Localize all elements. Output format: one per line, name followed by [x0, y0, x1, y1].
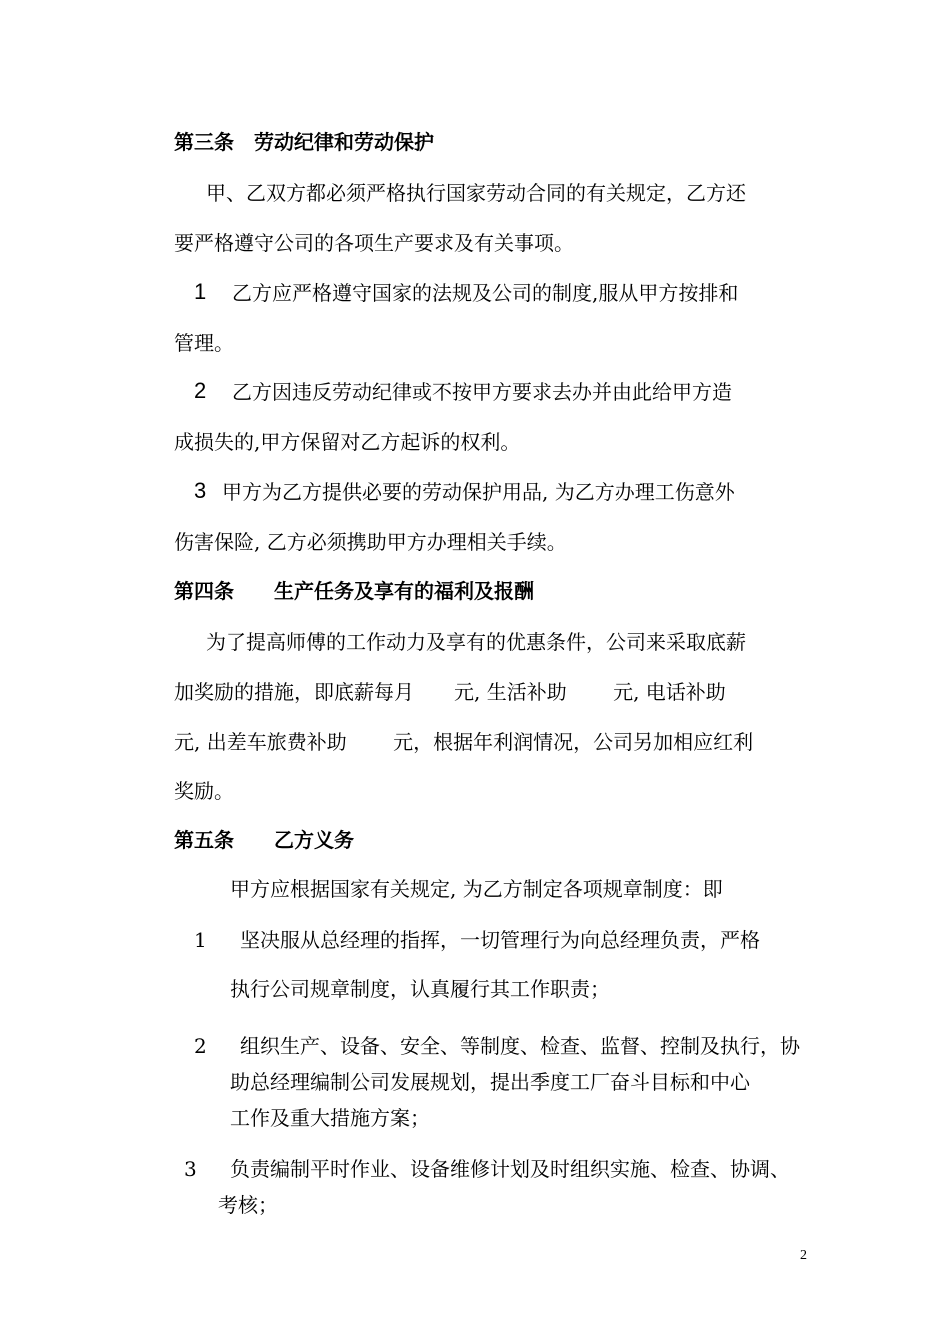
- article5-item-1-line-2: 执行公司规章制度，认真履行其工作职责；: [230, 977, 610, 1001]
- article5-item-3-line-2: 考核；: [218, 1193, 278, 1217]
- article4-line-4: 奖励。: [174, 779, 234, 803]
- article3-item-3-line-1: 甲方为乙方提供必要的劳动保护用品, 为乙方办理工伤意外: [222, 480, 735, 504]
- article5-item-2-number: 2: [194, 1034, 207, 1058]
- article3-item-1-line-1: 乙方应严格遵守国家的法规及公司的制度,服从甲方按排和: [232, 281, 739, 305]
- article5-item-1-line-1: 坚决服从总经理的指挥，一切管理行为向总经理负责，严格: [240, 928, 760, 952]
- article3-item-2-line-2: 成损失的,甲方保留对乙方起诉的权利。: [174, 430, 521, 454]
- article4-line-1: 为了提高师傅的工作动力及享有的优惠条件，公司来采取底薪: [206, 630, 746, 654]
- page-number: 2: [800, 1248, 807, 1263]
- article3-item-2-number: 2: [194, 378, 207, 403]
- article5-item-2-line-2: 助总经理编制公司发展规划，提出季度工厂奋斗目标和中心: [230, 1070, 750, 1094]
- article5-item-3-line-1: 负责编制平时作业、设备维修计划及时组织实施、检查、协调、: [230, 1157, 790, 1181]
- article3-item-3-number: 3: [194, 478, 207, 503]
- article3-item-1-number: 1: [194, 279, 207, 304]
- article5-item-2-line-1: 组织生产、设备、安全、等制度、检查、监督、控制及执行，协: [240, 1034, 800, 1058]
- article4-heading: 第四条 生产任务及享有的福利及报酬: [174, 579, 534, 603]
- article3-item-2-line-1: 乙方因违反劳动纪律或不按甲方要求去办并由此给甲方造: [232, 380, 732, 404]
- article3-item-3-line-2: 伤害保险, 乙方必须携助甲方办理相关手续。: [174, 530, 567, 554]
- article3-item-1-line-2: 管理。: [174, 331, 234, 355]
- article5-item-2-line-3: 工作及重大措施方案；: [230, 1106, 430, 1130]
- article5-intro: 甲方应根据国家有关规定, 为乙方制定各项规章制度：即: [230, 877, 723, 901]
- article3-intro-line-1: 甲、乙双方都必须严格执行国家劳动合同的有关规定，乙方还: [206, 181, 746, 205]
- article5-item-3-number: 3: [184, 1157, 197, 1181]
- article4-line-3: 元, 出差车旅费补助 元，根据年利润情况，公司另加相应红利: [174, 730, 754, 754]
- article4-line-2: 加奖励的措施，即底薪每月 元, 生活补助 元, 电话补助: [174, 680, 726, 704]
- article5-heading: 第五条 乙方义务: [174, 828, 354, 852]
- article3-heading: 第三条 劳动纪律和劳动保护: [174, 130, 434, 154]
- article3-intro-line-2: 要严格遵守公司的各项生产要求及有关事项。: [174, 231, 574, 255]
- article5-item-1-number: 1: [194, 928, 207, 952]
